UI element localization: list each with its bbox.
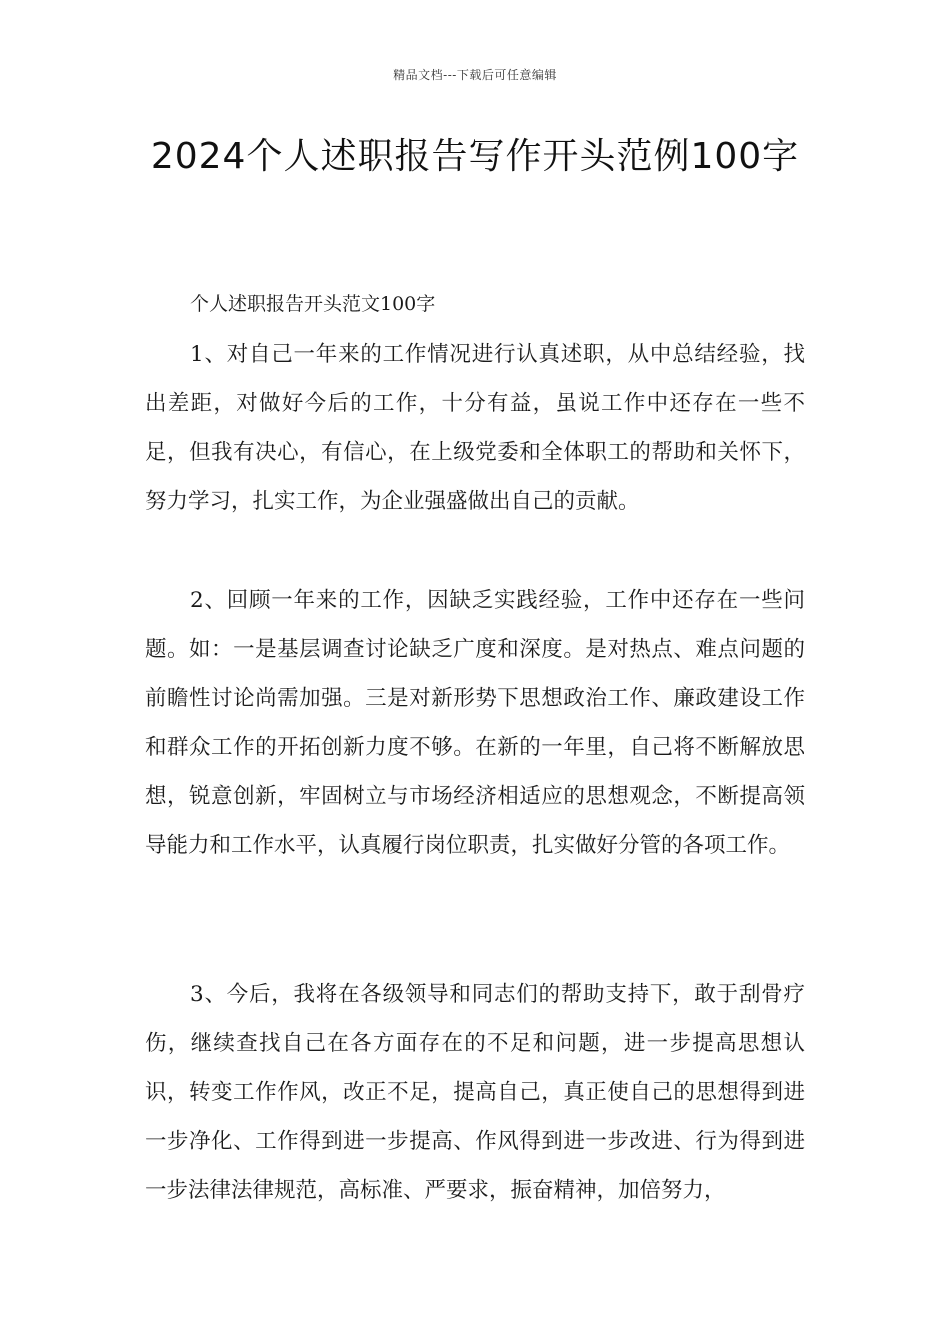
paragraph-2: 2、回顾一年来的工作，因缺乏实践经验，工作中还存在一些问题。如：一是基层调查讨论缺乏广度和深度。是对热点、难点问题的前瞻性讨论尚需加强。三是对新形势下思想政治工作、廉政建设工作和群众工作的开拓创新力度不够。在新的一年里，自己将不断解放思想，锐意创新，牢固树立与市场经济相适应的思想观念，不断提高领导能力和工作水平，认真履行岗位职责，扎实做好分管的各项工作。 [145, 588, 805, 858]
header-note: 精品文档---下载后可任意编辑 [393, 68, 557, 82]
paragraph-3: 3、今后，我将在各级领导和同志们的帮助支持下，敢于刮骨疗伤，继续查找自己在各方面存在的不足和问题，进一步提高思想认识，转变工作作风，改正不足，提高自己，真正使自己的思想得到进一步净化、工作得到进一步提高、作风得到进一步改进、行为得到进一步法律法律规范，高标准、严要求，振奋精神，加倍努力， [145, 982, 805, 1203]
section-subtitle: 个人述职报告开头范文100字 [190, 293, 436, 315]
paragraph-1: 1、对自己一年来的工作情况进行认真述职，从中总结经验，找出差距，对做好今后的工作，十分有益，虽说工作中还存在一些不足，但我有决心，有信心，在上级党委和全体职工的帮助和关怀下，努力学习，扎实工作，为企业强盛做出自己的贡献。 [145, 342, 805, 514]
document-title: 2024个人述职报告写作开头范例100字 [150, 136, 800, 177]
